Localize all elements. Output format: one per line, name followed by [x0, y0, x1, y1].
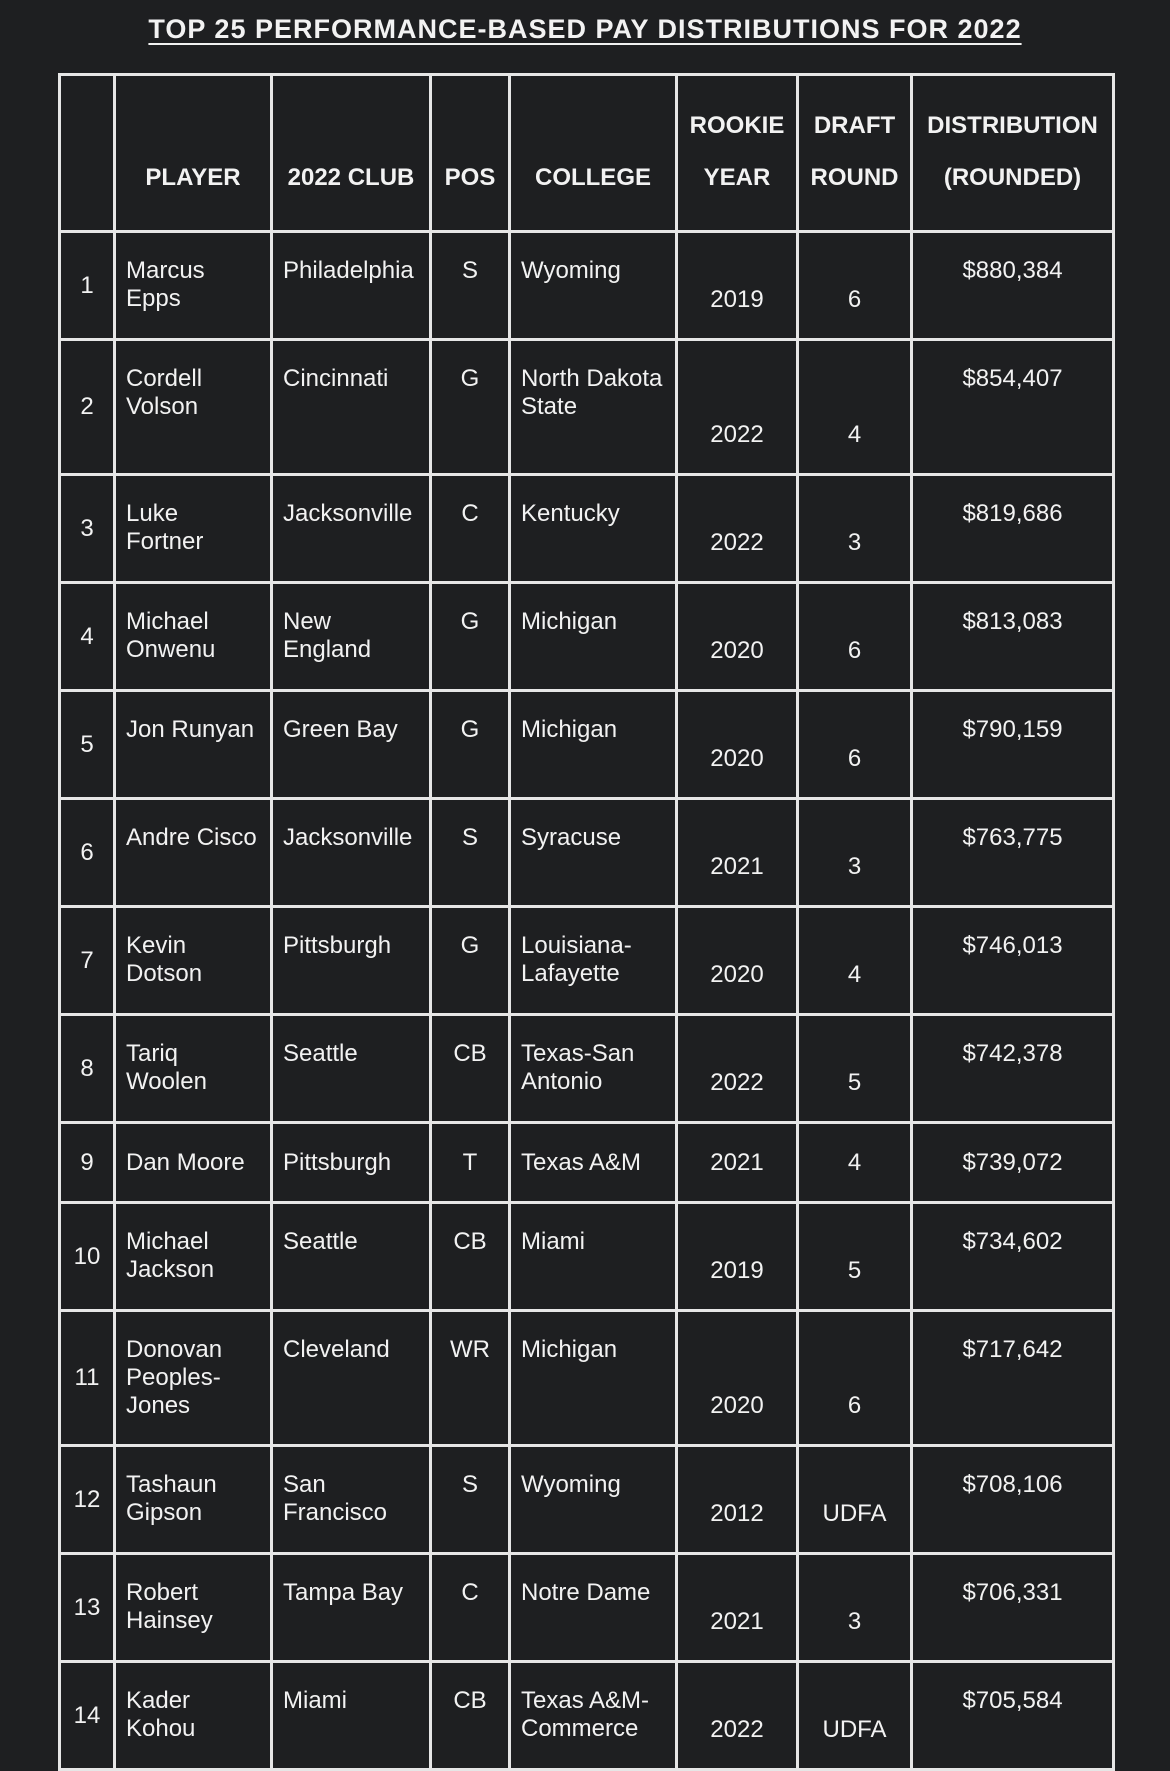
draft-round-cell: 4 [798, 1123, 912, 1203]
draft-round-cell: 6 [798, 583, 912, 691]
club-cell: San Francisco [272, 1446, 431, 1554]
draft-round-cell: 6 [798, 232, 912, 340]
player-cell: Dan Moore [115, 1123, 272, 1203]
header-rank [60, 75, 115, 232]
rookie-year-cell: 2022 [677, 340, 798, 475]
college-cell: Texas A&M [510, 1123, 677, 1203]
table-row [60, 1662, 1114, 1770]
header-rookie-year: ROOKIE YEAR [677, 75, 798, 232]
draft-round-cell: 3 [798, 475, 912, 583]
distribution-cell: $706,331 [912, 1554, 1114, 1662]
rank-cell: 9 [60, 1123, 115, 1203]
distribution-cell: $819,686 [912, 475, 1114, 583]
rank-cell: 11 [60, 1311, 115, 1446]
club-cell: Seattle [272, 1015, 431, 1123]
rookie-year-cell: 2020 [677, 691, 798, 799]
rookie-year-cell: 2022 [677, 1662, 798, 1770]
college-cell: Texas A&M-Commerce [510, 1662, 677, 1770]
draft-round-cell: 3 [798, 799, 912, 907]
college-cell: Notre Dame [510, 1554, 677, 1662]
table-row [60, 907, 1114, 1015]
distribution-cell: $739,072 [912, 1123, 1114, 1203]
distribution-cell: $742,378 [912, 1015, 1114, 1123]
college-cell: Texas-San Antonio [510, 1015, 677, 1123]
distribution-cell: $717,642 [912, 1311, 1114, 1446]
header-draft-round: DRAFT ROUND [798, 75, 912, 232]
player-cell: Michael Onwenu [115, 583, 272, 691]
club-cell: Philadelphia [272, 232, 431, 340]
table-row [60, 799, 1114, 907]
player-cell: Kevin Dotson [115, 907, 272, 1015]
pos-cell: C [431, 1554, 510, 1662]
draft-round-cell: 5 [798, 1015, 912, 1123]
table-row [60, 691, 1114, 799]
pos-cell: G [431, 691, 510, 799]
distribution-cell: $880,384 [912, 232, 1114, 340]
draft-round-cell: 5 [798, 1203, 912, 1311]
rank-cell: 1 [60, 232, 115, 340]
club-cell: New England [272, 583, 431, 691]
rookie-year-cell: 2019 [677, 1203, 798, 1311]
college-cell: Michigan [510, 691, 677, 799]
player-cell: Kader Kohou [115, 1662, 272, 1770]
table-row [60, 1554, 1114, 1662]
college-cell: Wyoming [510, 232, 677, 340]
club-cell: Seattle [272, 1203, 431, 1311]
club-cell: Jacksonville [272, 475, 431, 583]
club-cell: Pittsburgh [272, 907, 431, 1015]
player-cell: Tariq Woolen [115, 1015, 272, 1123]
college-cell: Michigan [510, 583, 677, 691]
pay-distribution-table [58, 73, 1115, 1771]
college-cell: Wyoming [510, 1446, 677, 1554]
pos-cell: G [431, 340, 510, 475]
rank-cell: 8 [60, 1015, 115, 1123]
college-cell: Louisiana-Lafayette [510, 907, 677, 1015]
pos-cell: S [431, 232, 510, 340]
pos-cell: G [431, 583, 510, 691]
draft-round-cell: 6 [798, 1311, 912, 1446]
rookie-year-cell: 2020 [677, 907, 798, 1015]
rank-cell: 5 [60, 691, 115, 799]
college-cell: Michigan [510, 1311, 677, 1446]
distribution-cell: $708,106 [912, 1446, 1114, 1554]
rookie-year-cell: 2020 [677, 1311, 798, 1446]
rank-cell: 7 [60, 907, 115, 1015]
pos-cell: S [431, 799, 510, 907]
rookie-year-cell: 2021 [677, 1554, 798, 1662]
college-cell: Syracuse [510, 799, 677, 907]
header-row [60, 75, 1114, 232]
player-cell: Marcus Epps [115, 232, 272, 340]
club-cell: Jacksonville [272, 799, 431, 907]
rank-cell: 4 [60, 583, 115, 691]
distribution-cell: $746,013 [912, 907, 1114, 1015]
distribution-cell: $854,407 [912, 340, 1114, 475]
club-cell: Tampa Bay [272, 1554, 431, 1662]
rank-cell: 2 [60, 340, 115, 475]
player-cell: Tashaun Gipson [115, 1446, 272, 1554]
rank-cell: 6 [60, 799, 115, 907]
club-cell: Miami [272, 1662, 431, 1770]
player-cell: Robert Hainsey [115, 1554, 272, 1662]
distribution-cell: $705,584 [912, 1662, 1114, 1770]
draft-round-cell: UDFA [798, 1446, 912, 1554]
table-row [60, 340, 1114, 475]
pos-cell: C [431, 475, 510, 583]
table-row [60, 1015, 1114, 1123]
pos-cell: T [431, 1123, 510, 1203]
pos-cell: S [431, 1446, 510, 1554]
distribution-cell: $813,083 [912, 583, 1114, 691]
table-row [60, 232, 1114, 340]
header-club: 2022 CLUB [272, 75, 431, 232]
rookie-year-cell: 2022 [677, 1015, 798, 1123]
player-cell: Michael Jackson [115, 1203, 272, 1311]
player-cell: Andre Cisco [115, 799, 272, 907]
player-cell: Luke Fortner [115, 475, 272, 583]
rookie-year-cell: 2021 [677, 1123, 798, 1203]
draft-round-cell: 4 [798, 907, 912, 1015]
draft-round-cell: 3 [798, 1554, 912, 1662]
table-row [60, 1123, 1114, 1203]
club-cell: Pittsburgh [272, 1123, 431, 1203]
club-cell: Cleveland [272, 1311, 431, 1446]
rank-cell: 14 [60, 1662, 115, 1770]
distribution-cell: $763,775 [912, 799, 1114, 907]
table-row [60, 475, 1114, 583]
distribution-cell: $734,602 [912, 1203, 1114, 1311]
rookie-year-cell: 2012 [677, 1446, 798, 1554]
pos-cell: CB [431, 1662, 510, 1770]
player-cell: Jon Runyan [115, 691, 272, 799]
header-pos: POS [431, 75, 510, 232]
pos-cell: CB [431, 1203, 510, 1311]
rookie-year-cell: 2021 [677, 799, 798, 907]
rookie-year-cell: 2019 [677, 232, 798, 340]
table-row [60, 1203, 1114, 1311]
draft-round-cell: 6 [798, 691, 912, 799]
pos-cell: WR [431, 1311, 510, 1446]
pos-cell: G [431, 907, 510, 1015]
pos-cell: CB [431, 1015, 510, 1123]
club-cell: Cincinnati [272, 340, 431, 475]
player-cell: Donovan Peoples-Jones [115, 1311, 272, 1446]
table-row [60, 1311, 1114, 1446]
rookie-year-cell: 2020 [677, 583, 798, 691]
rank-cell: 13 [60, 1554, 115, 1662]
rank-cell: 12 [60, 1446, 115, 1554]
club-cell: Green Bay [272, 691, 431, 799]
player-cell: Cordell Volson [115, 340, 272, 475]
header-college: COLLEGE [510, 75, 677, 232]
rank-cell: 10 [60, 1203, 115, 1311]
draft-round-cell: 4 [798, 340, 912, 475]
table-row [60, 1446, 1114, 1554]
header-distribution: DISTRIBUTION (ROUNDED) [912, 75, 1114, 232]
rank-cell: 3 [60, 475, 115, 583]
draft-round-cell: UDFA [798, 1662, 912, 1770]
college-cell: North Dakota State [510, 340, 677, 475]
table-row [60, 583, 1114, 691]
college-cell: Kentucky [510, 475, 677, 583]
rookie-year-cell: 2022 [677, 475, 798, 583]
header-player: PLAYER [115, 75, 272, 232]
college-cell: Miami [510, 1203, 677, 1311]
distribution-cell: $790,159 [912, 691, 1114, 799]
page-title: TOP 25 PERFORMANCE-BASED PAY DISTRIBUTIONS FOR 2022 [148, 14, 1022, 44]
